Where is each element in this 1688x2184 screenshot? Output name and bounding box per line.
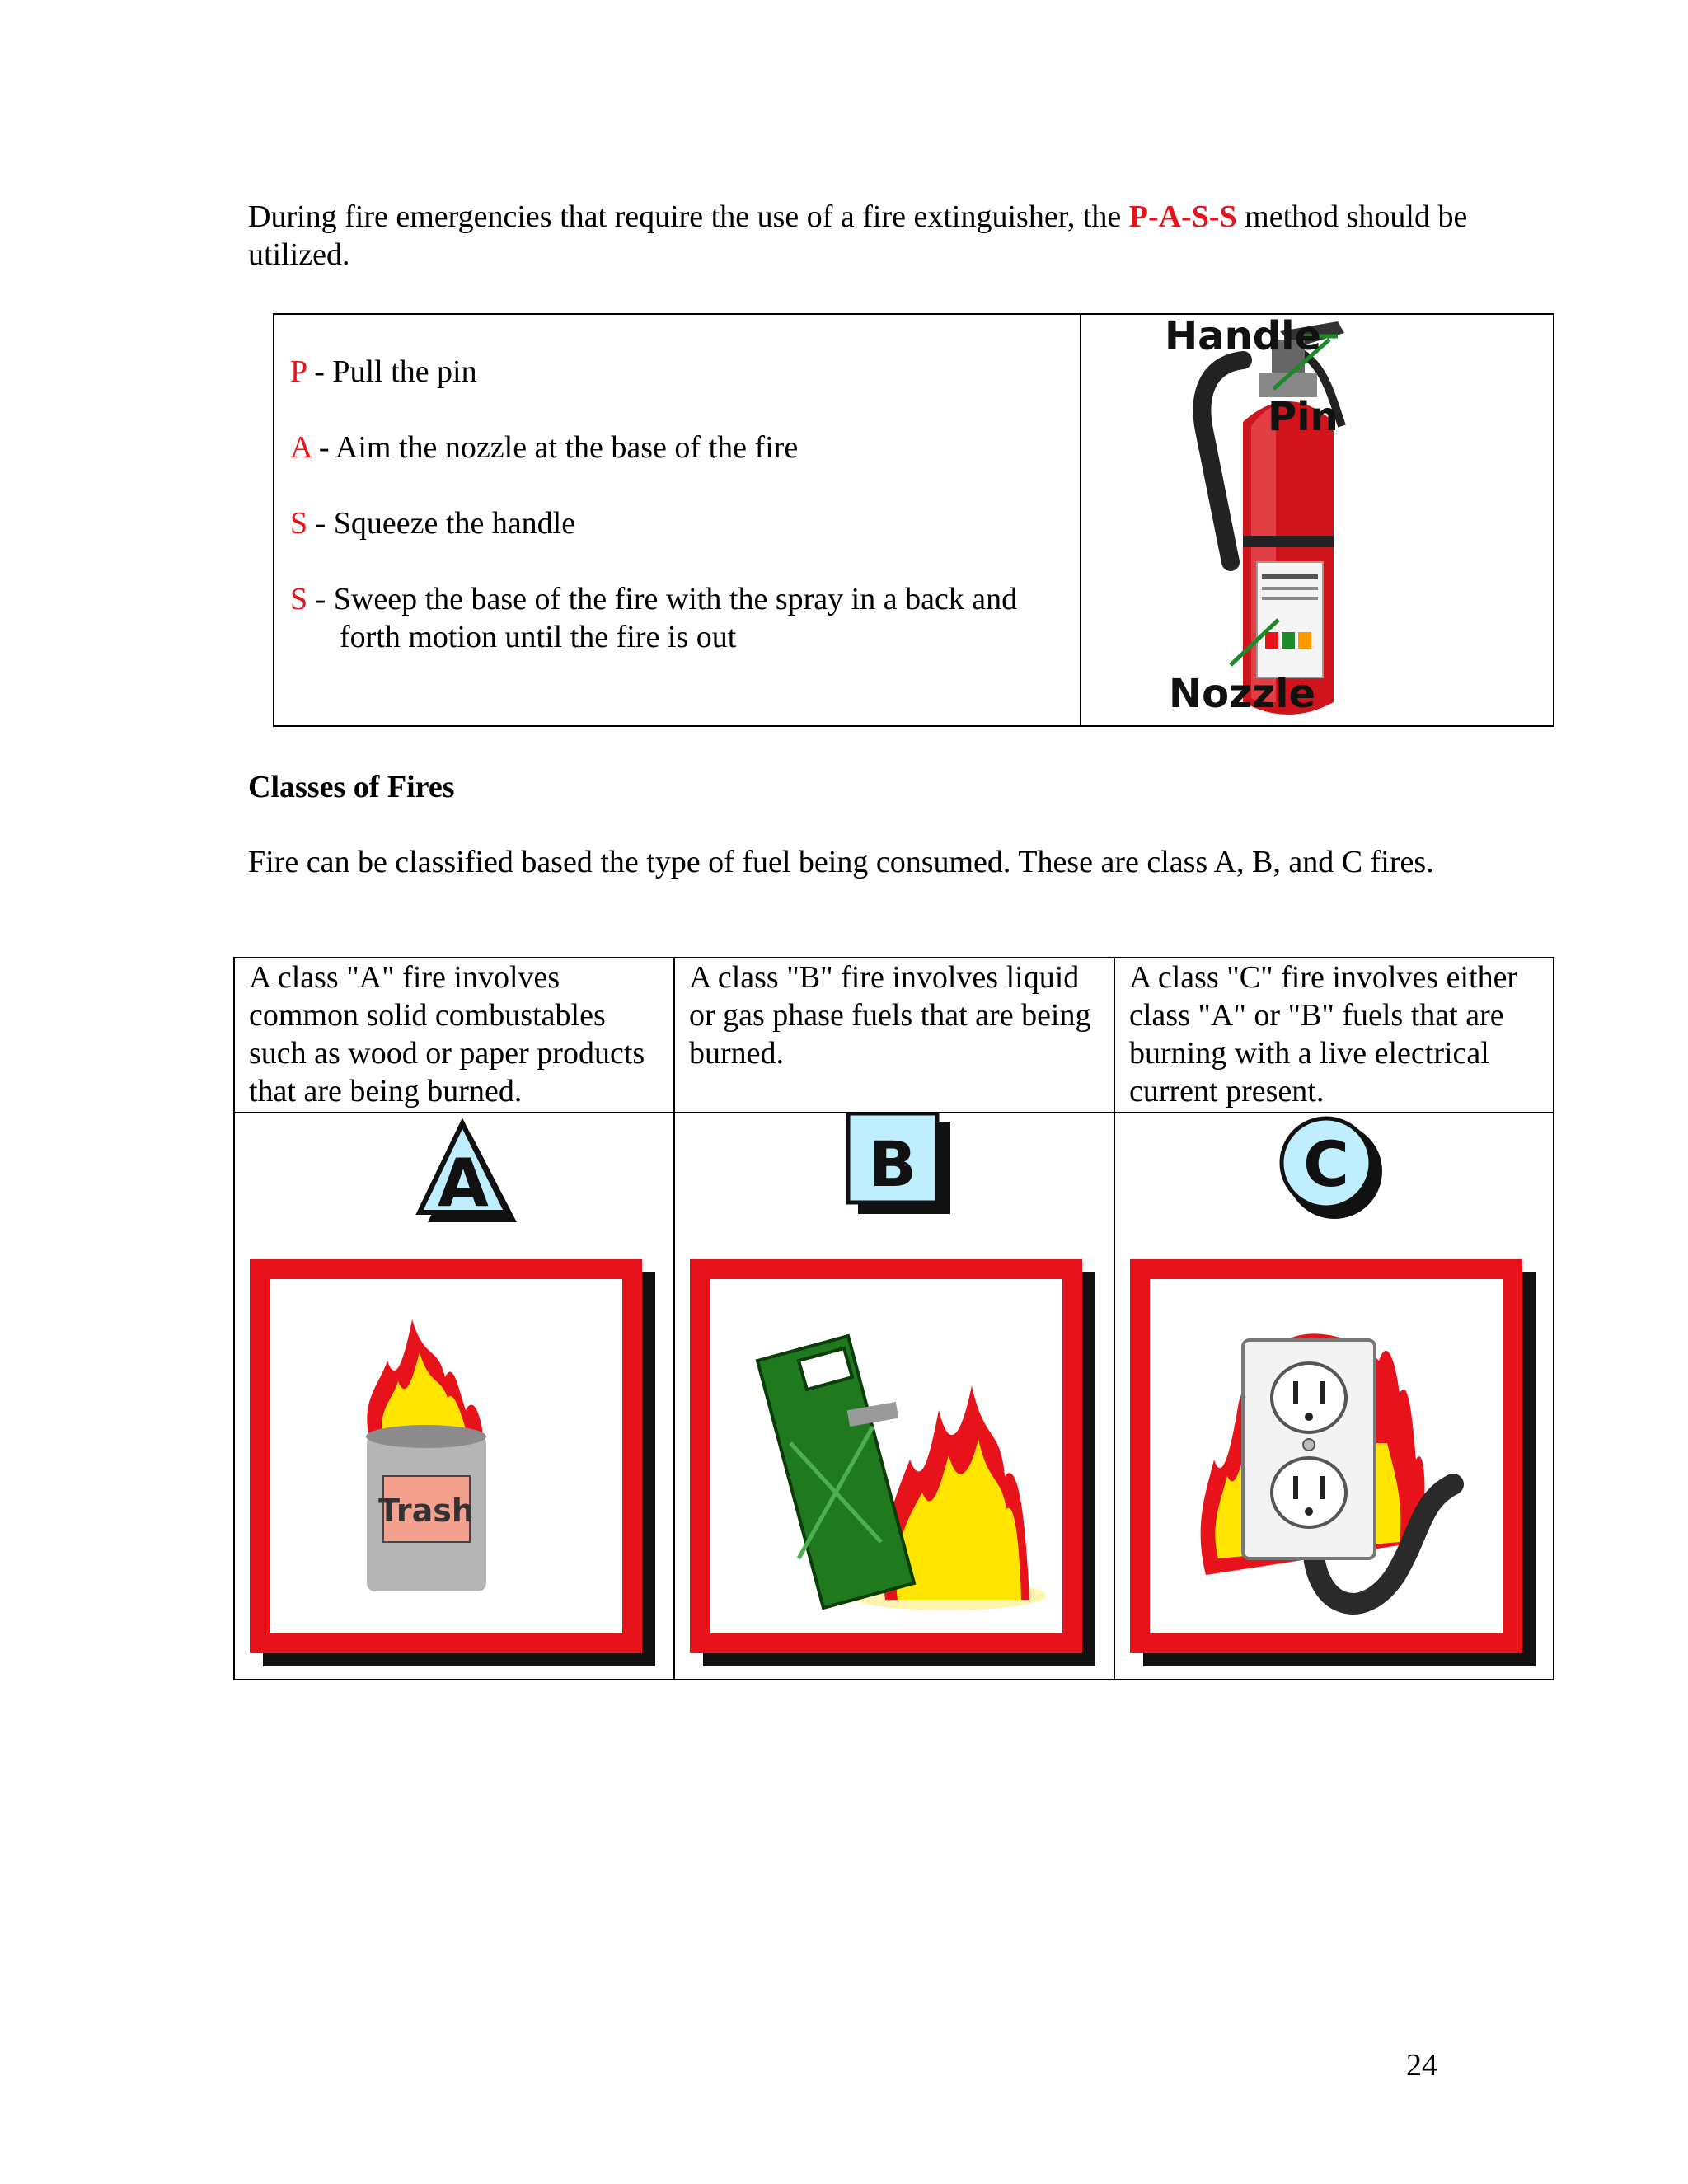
class-c-description: A class "C" fire involves either class "A" or "B" fuels that are burning with a live electrical current present.: [1129, 960, 1518, 1108]
fire-classes-table: [233, 957, 1554, 1680]
svg-text:B: B: [869, 1127, 917, 1201]
pass-acronym: P-A-S-S: [1128, 199, 1237, 234]
class-b-description: A class "B" fire involves liquid or gas phase fuels that are being burned.: [689, 960, 1091, 1071]
pass-step-pull: P - Pull the pin: [290, 354, 477, 389]
pass-step-squeeze: S - Squeeze the handle: [290, 506, 576, 541]
classes-intro: Fire can be classified based the type of fuel being consumed. These are class A, B, and C fires.: [248, 845, 1434, 879]
handle-label: Handle: [1165, 315, 1322, 359]
pass-method-table: [273, 313, 1554, 727]
intro-text-end: method should be utilized.: [248, 199, 1468, 272]
fuel-can-fire-icon: [690, 1259, 1095, 1666]
page-number: 24: [1406, 2048, 1437, 2083]
fire-extinguisher-illustration: [1082, 315, 1552, 725]
class-c-circle-icon: [1282, 1118, 1382, 1219]
class-a-description: A class "A" fire involves common solid combustables such as wood or paper products that are being burned.: [249, 960, 645, 1108]
intro-paragraph: [248, 198, 1501, 274]
svg-text:C: C: [1303, 1127, 1349, 1201]
pass-step-aim: A - Aim the nozzle at the base of the fire: [290, 430, 799, 465]
trash-can-fire-icon: [250, 1259, 655, 1666]
classes-heading: Classes of Fires: [248, 770, 455, 804]
nozzle-label: Nozzle: [1169, 671, 1316, 717]
svg-text:A: A: [438, 1145, 489, 1221]
pin-label: Pin: [1268, 394, 1339, 440]
intro-text-start: During fire emergencies that require the use of a fire extinguisher, the: [248, 199, 1129, 234]
pass-step-sweep: S - Sweep the base of the fire with the spray in a back and forth motion until the fire is out: [290, 582, 1018, 654]
class-a-triangle-icon: [420, 1123, 517, 1222]
table-divider: [1080, 315, 1081, 725]
electrical-outlet-fire-icon: [1130, 1259, 1536, 1666]
class-b-square-icon: [848, 1113, 950, 1214]
trash-label: Trash: [378, 1493, 474, 1529]
